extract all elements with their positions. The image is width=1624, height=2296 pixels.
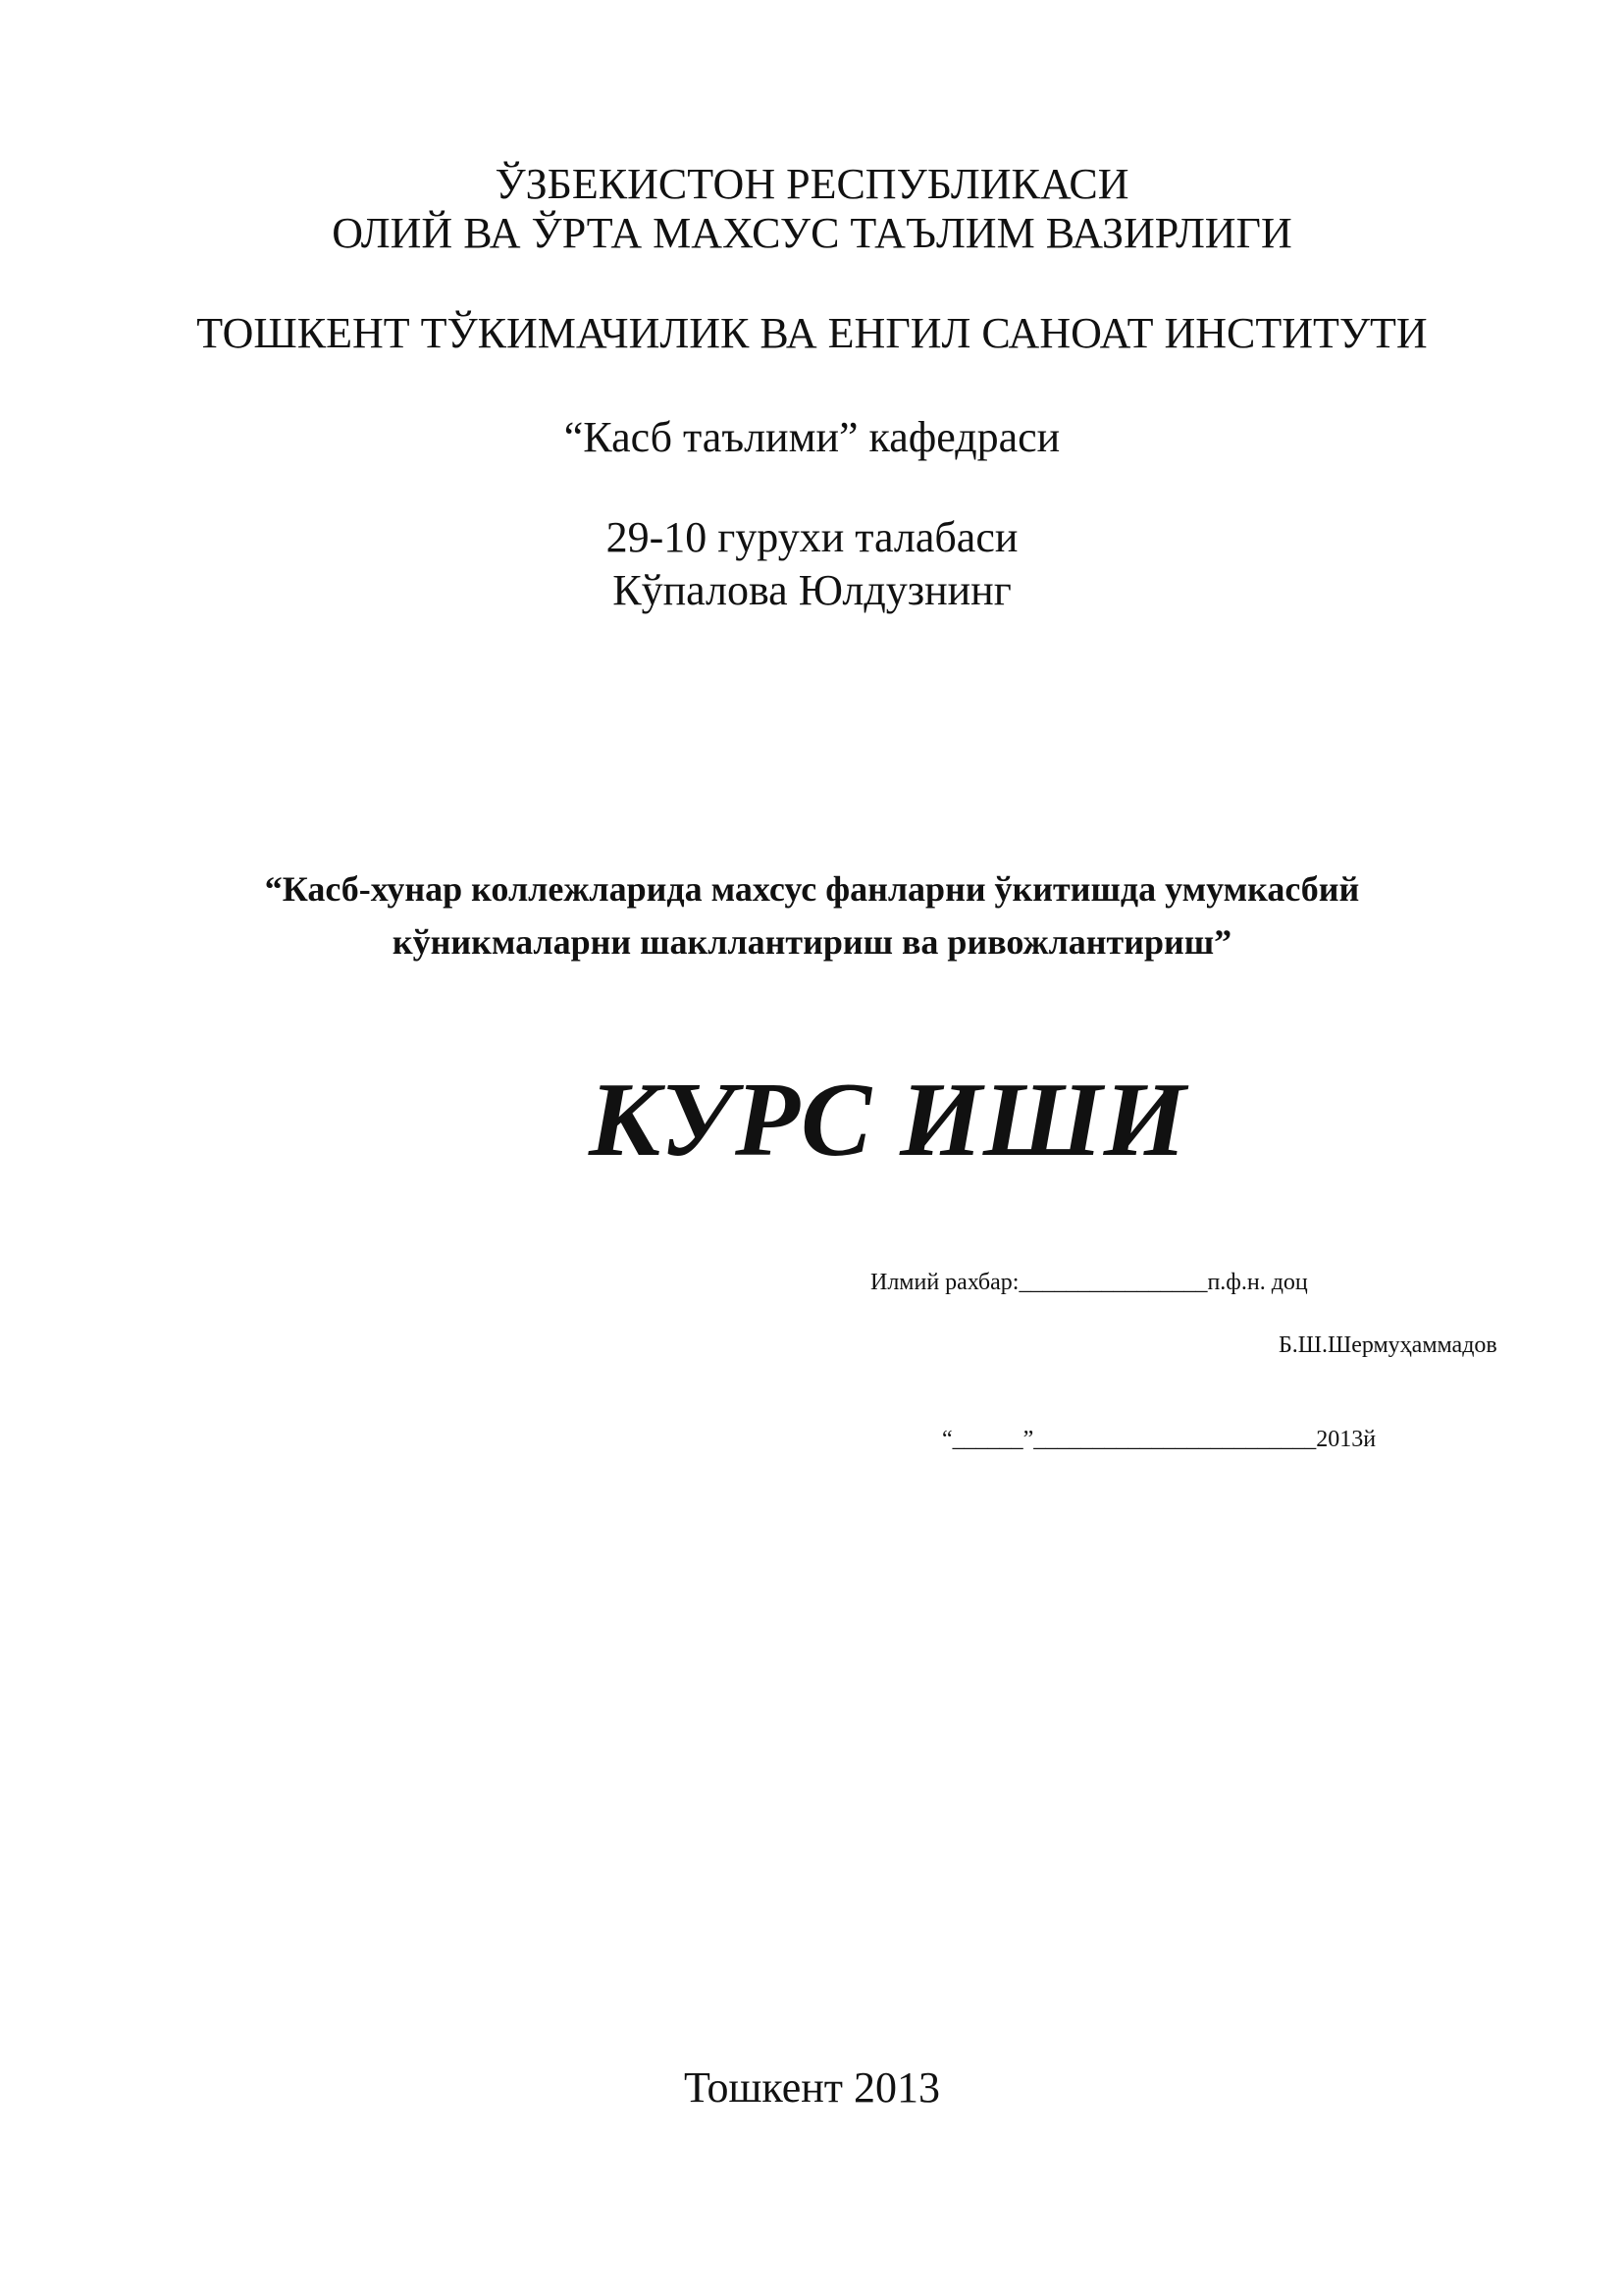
- city-year: Тошкент 2013: [683, 2063, 941, 2112]
- student-name: Кўпалова Юлдузнинг: [612, 566, 1012, 614]
- institute-heading: ТОШКЕНТ ТЎКИМАЧИЛИК ВА ЕНГИЛ САНОАТ ИНСТИТУТИ: [196, 309, 1428, 357]
- student-group: 29-10 гурухи талабаси: [605, 513, 1019, 561]
- department-name: “Касб таълими” кафедраси: [563, 413, 1061, 461]
- supervisor-label: Илмий рахбар:________________п.ф.н. доц: [870, 1270, 1308, 1295]
- work-type-title: КУРС ИШИ: [589, 1062, 1187, 1178]
- date-signature-line: “______”________________________2013й: [942, 1427, 1377, 1452]
- supervisor-name: Б.Ш.Шермуҳаммадов: [1279, 1332, 1497, 1358]
- republic-heading: ЎЗБЕКИСТОН РЕСПУБЛИКАСИ: [495, 160, 1129, 208]
- ministry-heading: ОЛИЙ ВА ЎРТА МАХСУС ТАЪЛИМ ВАЗИРЛИГИ: [332, 209, 1292, 257]
- topic-line-1: “Касб-хунар коллежларида махсус фанларни ўкитишда умумкасбий: [264, 869, 1360, 909]
- topic-line-2: кўникмаларни шакллантириш ва ривожлантириш”: [392, 922, 1232, 962]
